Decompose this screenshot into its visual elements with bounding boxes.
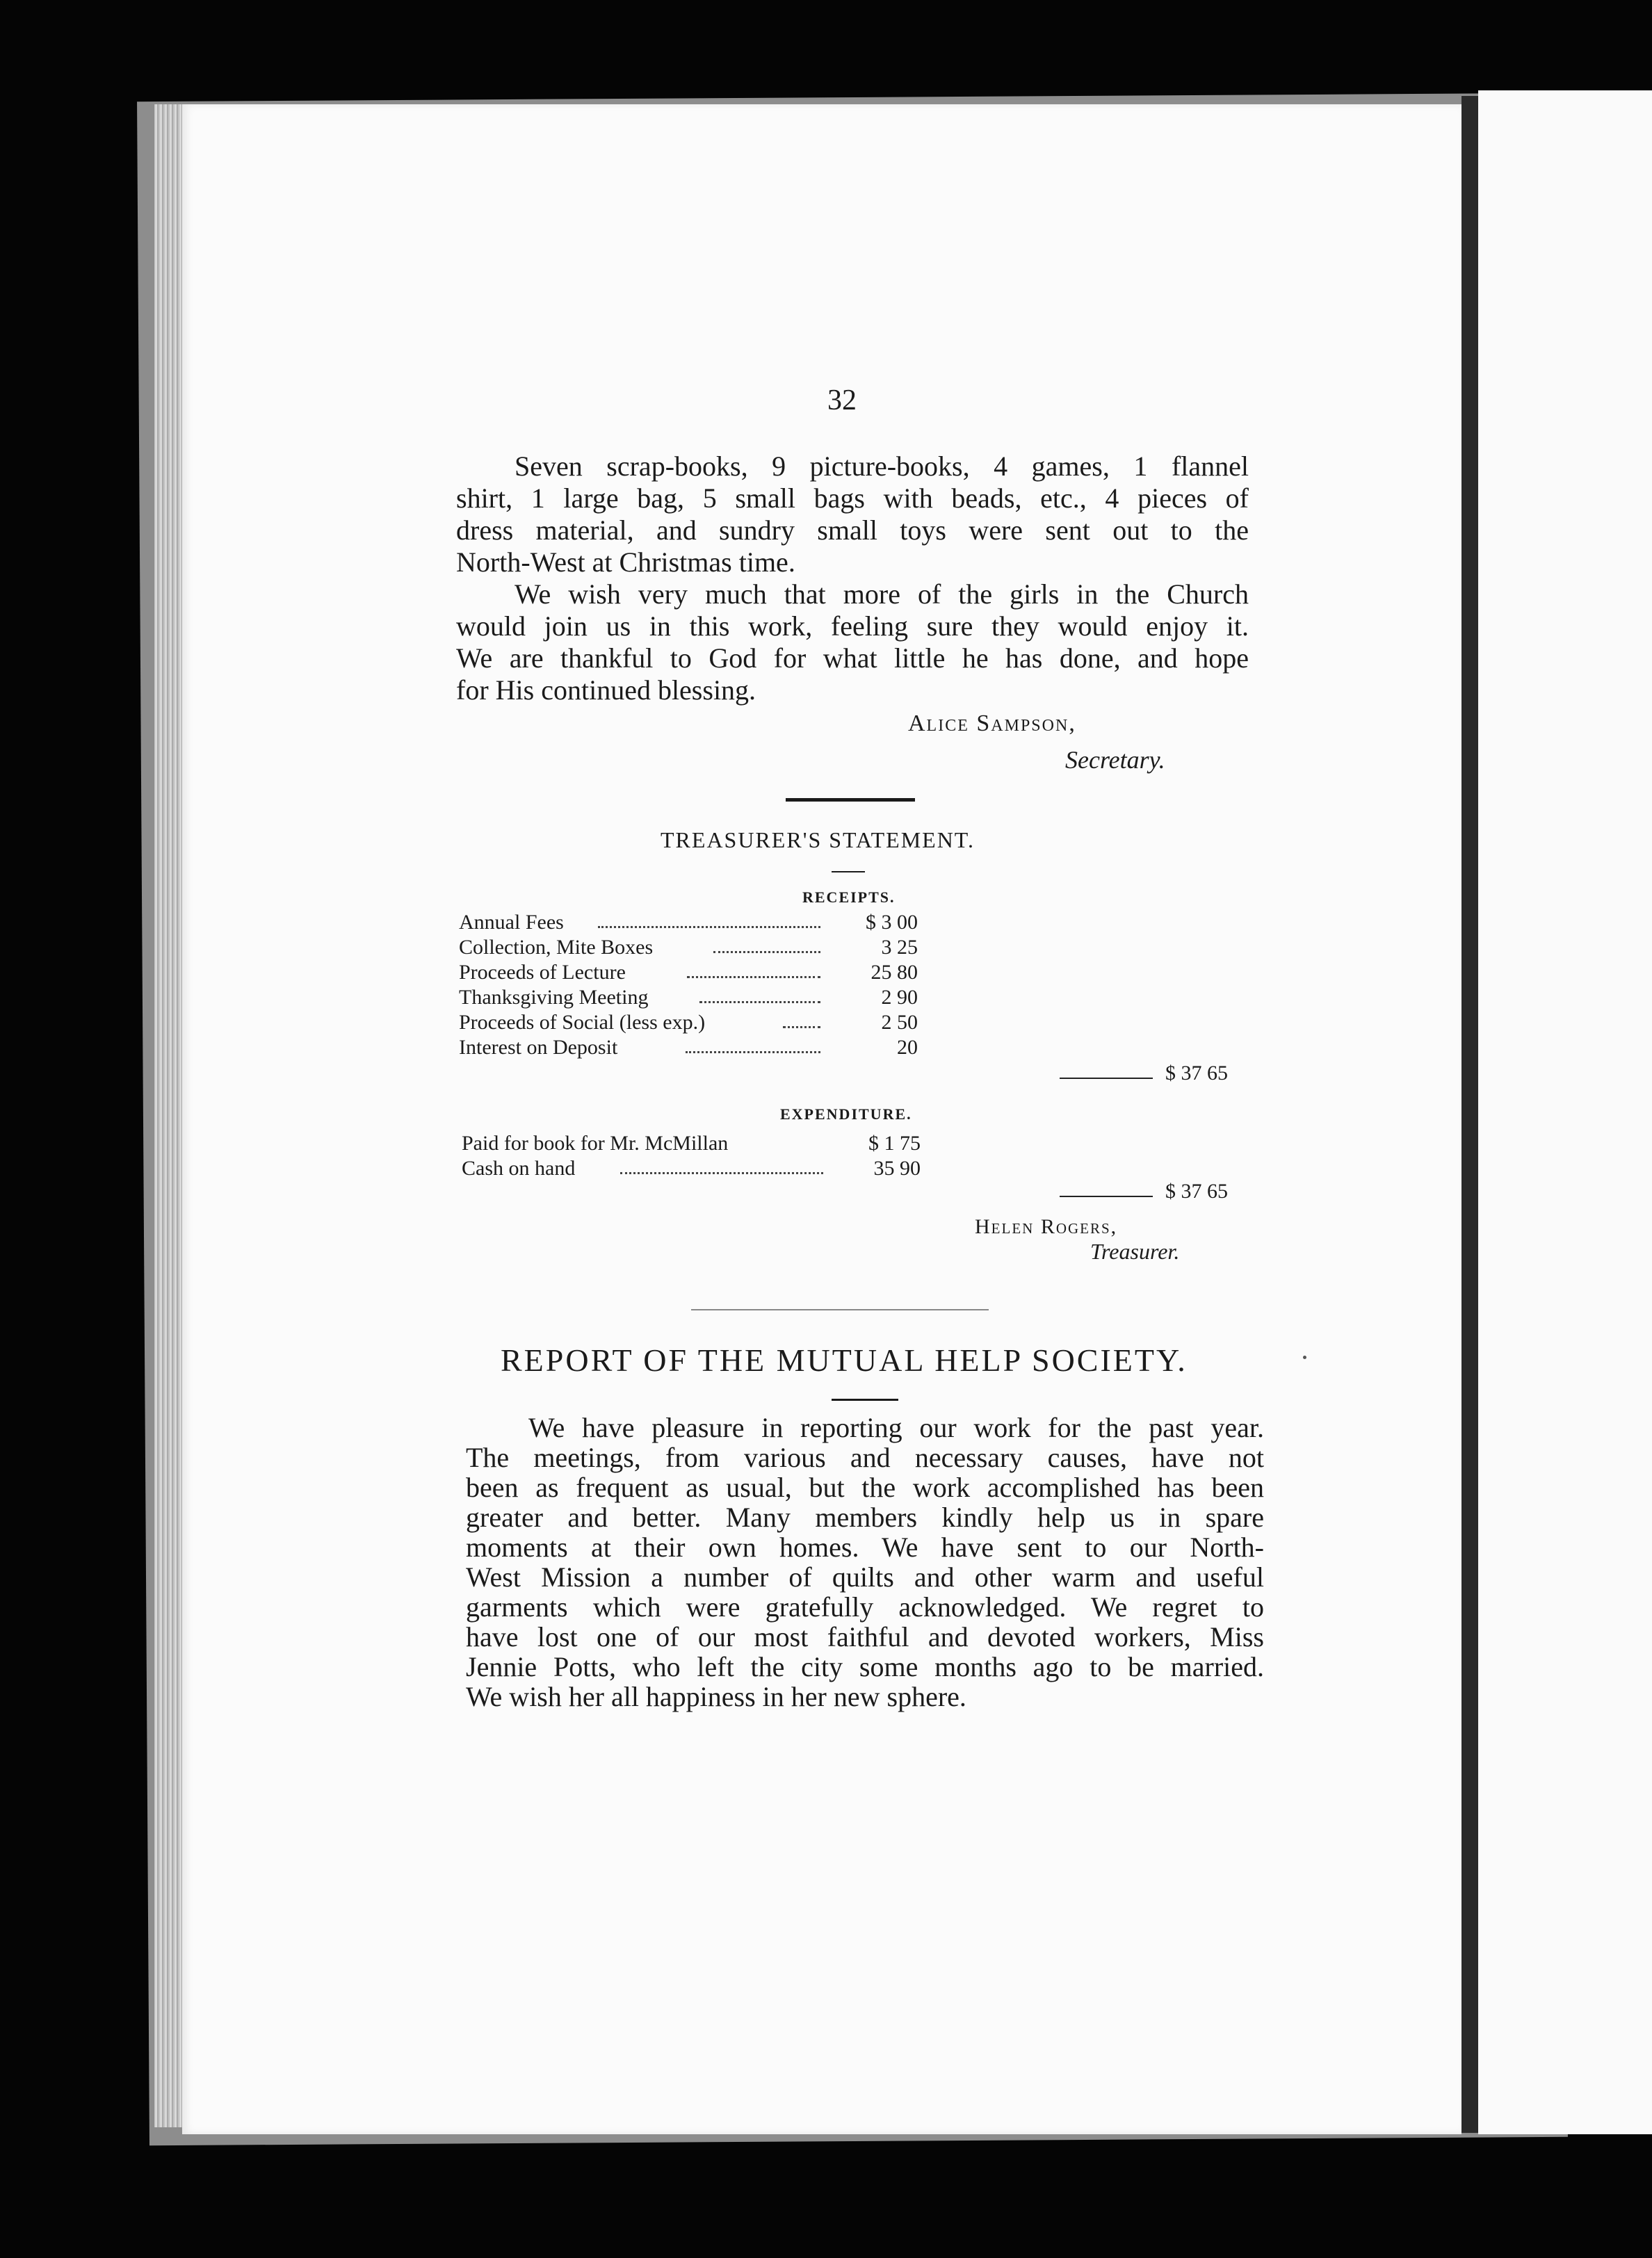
receipt-label: Thanksgiving Meeting bbox=[459, 986, 649, 1009]
receipt-row bbox=[459, 911, 1154, 936]
dot-leader bbox=[713, 951, 820, 953]
intro-line: dress material, and sundry small toys were sent out to the bbox=[456, 514, 1249, 546]
book-gutter bbox=[1461, 96, 1478, 2133]
secretary-name: Alice Sampson, bbox=[908, 710, 1076, 736]
report-title: REPORT OF THE MUTUAL HELP SOCIETY. bbox=[501, 1342, 1188, 1378]
receipt-row bbox=[459, 961, 1154, 986]
intro-paragraph bbox=[456, 450, 1249, 578]
report-line: We wish her all happiness in her new sphere. bbox=[466, 1681, 966, 1712]
second-paragraph bbox=[456, 578, 1249, 706]
heading-rule bbox=[832, 871, 865, 872]
receipts-list bbox=[459, 911, 1265, 1071]
receipt-label: Collection, Mite Boxes bbox=[459, 936, 654, 959]
receipt-label: Interest on Deposit bbox=[459, 1036, 618, 1059]
report-line: been as frequent as usual, but the work accomplished has been bbox=[466, 1472, 1264, 1503]
receipt-label: Proceeds of Lecture bbox=[459, 961, 626, 984]
report-line: moments at their own homes. We have sent to our North- bbox=[466, 1532, 1264, 1563]
expenditure-total: $ 37 65 bbox=[1165, 1180, 1228, 1203]
expenditure-list bbox=[462, 1132, 1268, 1187]
intro-line: North-West at Christmas time. bbox=[456, 546, 795, 578]
page-number: 32 bbox=[827, 384, 857, 416]
second-line: for His continued blessing. bbox=[456, 674, 756, 706]
receipt-amount: 20 bbox=[897, 1036, 918, 1059]
receipt-row bbox=[459, 936, 1154, 961]
speck-mark bbox=[1303, 1356, 1306, 1359]
receipts-total-rule bbox=[1060, 1078, 1153, 1079]
report-line: have lost one of our most faithful and devoted workers, Miss bbox=[466, 1621, 1264, 1652]
intro-line: Seven scrap-books, 9 picture-books, 4 games, 1 flannel bbox=[515, 450, 1249, 482]
report-line: We have pleasure in reporting our work for the past year. bbox=[528, 1412, 1264, 1443]
section-divider-thin bbox=[691, 1309, 989, 1310]
receipt-label: Annual Fees bbox=[459, 911, 564, 934]
expenditure-label: Paid for book for Mr. McMillan bbox=[462, 1132, 729, 1155]
expenditure-row bbox=[462, 1132, 1157, 1157]
expenditure-total-rule bbox=[1060, 1196, 1153, 1197]
report-paragraph bbox=[466, 1413, 1264, 1712]
receipt-amount: 3 25 bbox=[881, 936, 918, 959]
dot-leader bbox=[620, 1172, 823, 1174]
report-line: greater and better. Many members kindly help us in spare bbox=[466, 1502, 1264, 1533]
receipt-amount: 2 90 bbox=[881, 986, 918, 1009]
receipt-row bbox=[459, 986, 1154, 1011]
receipt-label: Proceeds of Social (less exp.) bbox=[459, 1011, 706, 1034]
secretary-role: Secretary. bbox=[1065, 746, 1165, 774]
dot-leader bbox=[598, 926, 820, 928]
report-line: West Mission a number of quilts and other warm and useful bbox=[466, 1561, 1264, 1593]
expenditure-heading: EXPENDITURE. bbox=[780, 1105, 912, 1123]
receipts-heading: RECEIPTS. bbox=[802, 888, 896, 906]
receipt-amount: 25 80 bbox=[870, 961, 918, 984]
receipt-row bbox=[459, 1036, 1154, 1061]
second-line: We wish very much that more of the girls in the Church bbox=[515, 578, 1249, 610]
second-line: would join us in this work, feeling sure they would enjoy it. bbox=[456, 610, 1249, 642]
treasurer-role: Treasurer. bbox=[1090, 1239, 1180, 1264]
report-line: Jennie Potts, who left the city some months ago to be married. bbox=[466, 1651, 1264, 1682]
report-line: garments which were gratefully acknowledged. We regret to bbox=[466, 1591, 1264, 1623]
dot-leader bbox=[686, 1051, 820, 1053]
expenditure-amount: 35 90 bbox=[873, 1157, 921, 1180]
title-rule bbox=[832, 1399, 898, 1401]
receipt-row bbox=[459, 1011, 1154, 1036]
expenditure-label: Cash on hand bbox=[462, 1157, 576, 1180]
dot-leader bbox=[687, 976, 820, 978]
dot-leader bbox=[699, 1001, 820, 1003]
intro-line: shirt, 1 large bag, 5 small bags with beads, etc., 4 pieces of bbox=[456, 482, 1249, 514]
facing-page bbox=[1478, 90, 1652, 2134]
report-line: The meetings, from various and necessary causes, have not bbox=[466, 1442, 1264, 1473]
receipts-total: $ 37 65 bbox=[1165, 1062, 1228, 1085]
second-line: We are thankful to God for what little he has done, and hope bbox=[456, 642, 1249, 674]
section-divider bbox=[786, 798, 915, 802]
expenditure-row bbox=[462, 1157, 1157, 1182]
treasurer-statement-heading: TREASURER'S STATEMENT. bbox=[661, 827, 975, 852]
expenditure-amount: $ 1 75 bbox=[868, 1132, 921, 1155]
receipt-amount: $ 3 00 bbox=[866, 911, 918, 934]
receipt-amount: 2 50 bbox=[881, 1011, 918, 1034]
treasurer-name: Helen Rogers, bbox=[975, 1215, 1118, 1238]
